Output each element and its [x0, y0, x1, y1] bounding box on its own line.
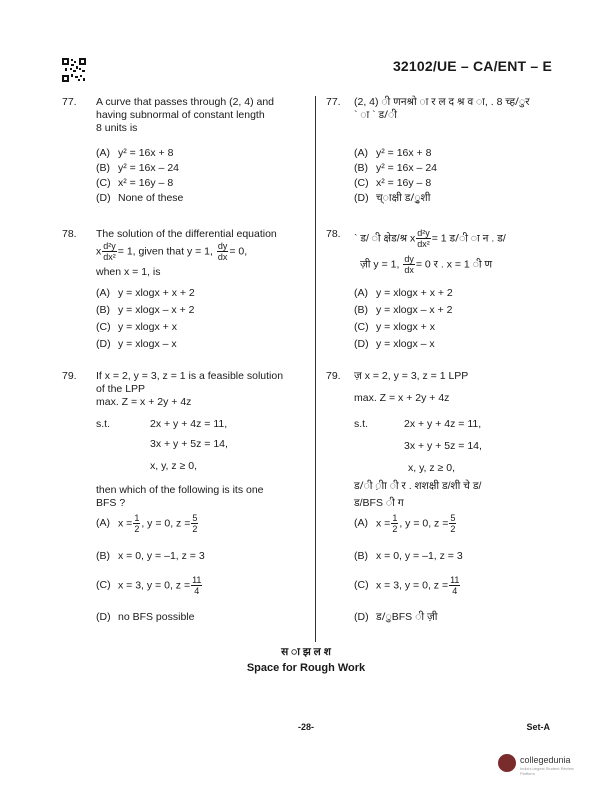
- option-d[interactable]: (D) y = xlogx – x: [354, 338, 435, 350]
- page-number: -28-: [297, 722, 314, 732]
- option-a[interactable]: (A) x = $\frac{1}{2}$ , y = 0, z = $\frac{5}{2}$: [354, 513, 456, 534]
- stem-line: then which of the following is its one: [96, 484, 264, 496]
- fraction: $\frac{dy}{dx}$: [404, 254, 414, 275]
- option-a[interactable]: (A) y = xlogx + x + 2: [354, 287, 453, 299]
- stem-line: ज़ x = 2, y = 3, z = 1 LPP: [354, 370, 469, 382]
- paper-code: 32102/UE – CA/ENT – E: [392, 58, 552, 74]
- option-d[interactable]: (D) च्ाक्षी ड/ुृशी: [354, 192, 431, 204]
- question-number: 79.: [326, 370, 341, 382]
- subject-to-label: s.t.: [354, 418, 369, 430]
- question-79-hi: [326, 370, 566, 630]
- question-78-en: [62, 228, 302, 358]
- option-c[interactable]: (C) x = 3, y = 0, z = $\frac{11}{4}$: [354, 575, 460, 596]
- fraction: $\frac{1}{2}$: [392, 513, 398, 534]
- stem-line: having subnormal of constant length: [96, 109, 265, 121]
- fraction: $\frac{dy}{dx}$: [217, 241, 228, 262]
- brand-watermark: [498, 752, 582, 778]
- fraction: $\frac{5}{2}$: [450, 513, 456, 534]
- brand-name: collegedunia: [520, 755, 571, 765]
- option-c[interactable]: (C) x² = 16y – 8: [354, 177, 432, 189]
- fraction: $\frac{\text{d²y}}{\text{dx²}}$: [417, 228, 430, 249]
- option-d[interactable]: (D) ड/ुBFS ी ज़ी: [354, 611, 438, 623]
- question-number: 78.: [326, 228, 341, 240]
- option-b[interactable]: (B) y² = 16x – 24: [96, 162, 179, 174]
- option-a[interactable]: (A) y² = 16x + 8: [96, 147, 174, 159]
- option-b[interactable]: (B) y = xlogx – x + 2: [354, 304, 453, 316]
- column-divider: [315, 96, 316, 642]
- option-b[interactable]: (B) y² = 16x – 24: [354, 162, 437, 174]
- stem-line: ड/BFS ी ग: [354, 497, 404, 509]
- rough-work-label-hindi: स ा झ ल श: [281, 646, 331, 658]
- differential-equation: ` ड/ ी क्षेड/श्र x $\frac{\text{d²y}}{\text{dx²}}$ = 1 ड/ी ा न . ड/: [354, 228, 506, 249]
- stem-line: If x = 2, y = 3, z = 1 is a feasible solution: [96, 370, 284, 382]
- question-number: 79.: [62, 370, 77, 382]
- fraction: $\frac{11}{4}$: [192, 575, 202, 596]
- constraint: 3x + y + 5z = 14,: [150, 438, 228, 450]
- question-79-en: [62, 370, 302, 630]
- question-number: 78.: [62, 228, 77, 240]
- brand-logo-icon: [498, 754, 516, 772]
- constraint: 2x + y + 4z = 11,: [404, 418, 482, 430]
- option-c[interactable]: (C) x = 3, y = 0, z = $\frac{11}{4}$: [96, 575, 202, 596]
- constraint: x, y, z ≥ 0,: [150, 460, 197, 472]
- subject-to-label: s.t.: [96, 418, 111, 430]
- stem-line: The solution of the differential equation: [96, 228, 277, 240]
- question-77-en: [62, 96, 302, 216]
- stem-line: ड/ी ़ीा ी र . शशक्षी ड/शी चे ड/: [354, 480, 482, 492]
- rough-work-label: Space for Rough Work: [246, 662, 366, 674]
- option-d[interactable]: (D) None of these: [96, 192, 184, 204]
- question-78-hi: [326, 228, 566, 358]
- option-d[interactable]: (D) no BFS possible: [96, 611, 195, 623]
- stem-line: of the LPP: [96, 383, 146, 395]
- set-label: Set-A: [526, 722, 550, 732]
- fraction: $\frac{\text{d²y}}{\text{dx²}}$: [103, 241, 116, 262]
- option-c[interactable]: (C) x² = 16y – 8: [96, 177, 174, 189]
- brand-tagline: India's largest Student Review Platform: [520, 766, 574, 776]
- option-d[interactable]: (D) y = xlogx – x: [96, 338, 177, 350]
- option-a[interactable]: (A) x = $\frac{1}{2}$ , y = 0, z = $\frac{5}{2}$: [96, 513, 198, 534]
- fraction: $\frac{5}{2}$: [192, 513, 198, 534]
- option-b[interactable]: (B) x = 0, y = –1, z = 3: [354, 550, 463, 562]
- fraction: $\frac{11}{4}$: [450, 575, 460, 596]
- option-b[interactable]: (B) y = xlogx – x + 2: [96, 304, 195, 316]
- stem-line: (2, 4) ी णनश्रो ा र ल द श्र व ा, . 8 च्ह/ुर: [354, 96, 530, 108]
- differential-equation: x $\frac{\text{d²y}}{\text{dx²}}$ = 1, given that y = 1, $\frac{dy}{dx}$ = 0,: [96, 241, 248, 262]
- stem-line: BFS ?: [96, 497, 126, 509]
- stem-line: max. Z = x + 2y + 4z: [354, 392, 450, 404]
- qr-code-icon: [62, 58, 86, 82]
- option-b[interactable]: (B) x = 0, y = –1, z = 3: [96, 550, 205, 562]
- constraint: 2x + y + 4z = 11,: [150, 418, 228, 430]
- stem-line: ` ा ` ड/ी: [354, 109, 397, 121]
- question-number: 77.: [326, 96, 341, 108]
- question-77-hi: [326, 96, 566, 216]
- stem-line: max. Z = x + 2y + 4z: [96, 396, 192, 408]
- option-a[interactable]: (A) y = xlogx + x + 2: [96, 287, 195, 299]
- option-c[interactable]: (C) y = xlogx + x: [96, 321, 177, 333]
- fraction: $\frac{1}{2}$: [134, 513, 140, 534]
- stem-line: ज़ी y = 1, $\frac{dy}{dx}$ = 0 र . x = 1 ी ण: [360, 254, 493, 275]
- constraint: 3x + y + 5z = 14,: [404, 440, 482, 452]
- option-a[interactable]: (A) y² = 16x + 8: [354, 147, 432, 159]
- question-number: 77.: [62, 96, 77, 108]
- stem-line: 8 units is: [96, 122, 138, 134]
- option-c[interactable]: (C) y = xlogx + x: [354, 321, 435, 333]
- stem-line: when x = 1, is: [96, 266, 161, 278]
- stem-line: A curve that passes through (2, 4) and: [96, 96, 275, 108]
- constraint: x, y, z ≥ 0,: [408, 462, 455, 474]
